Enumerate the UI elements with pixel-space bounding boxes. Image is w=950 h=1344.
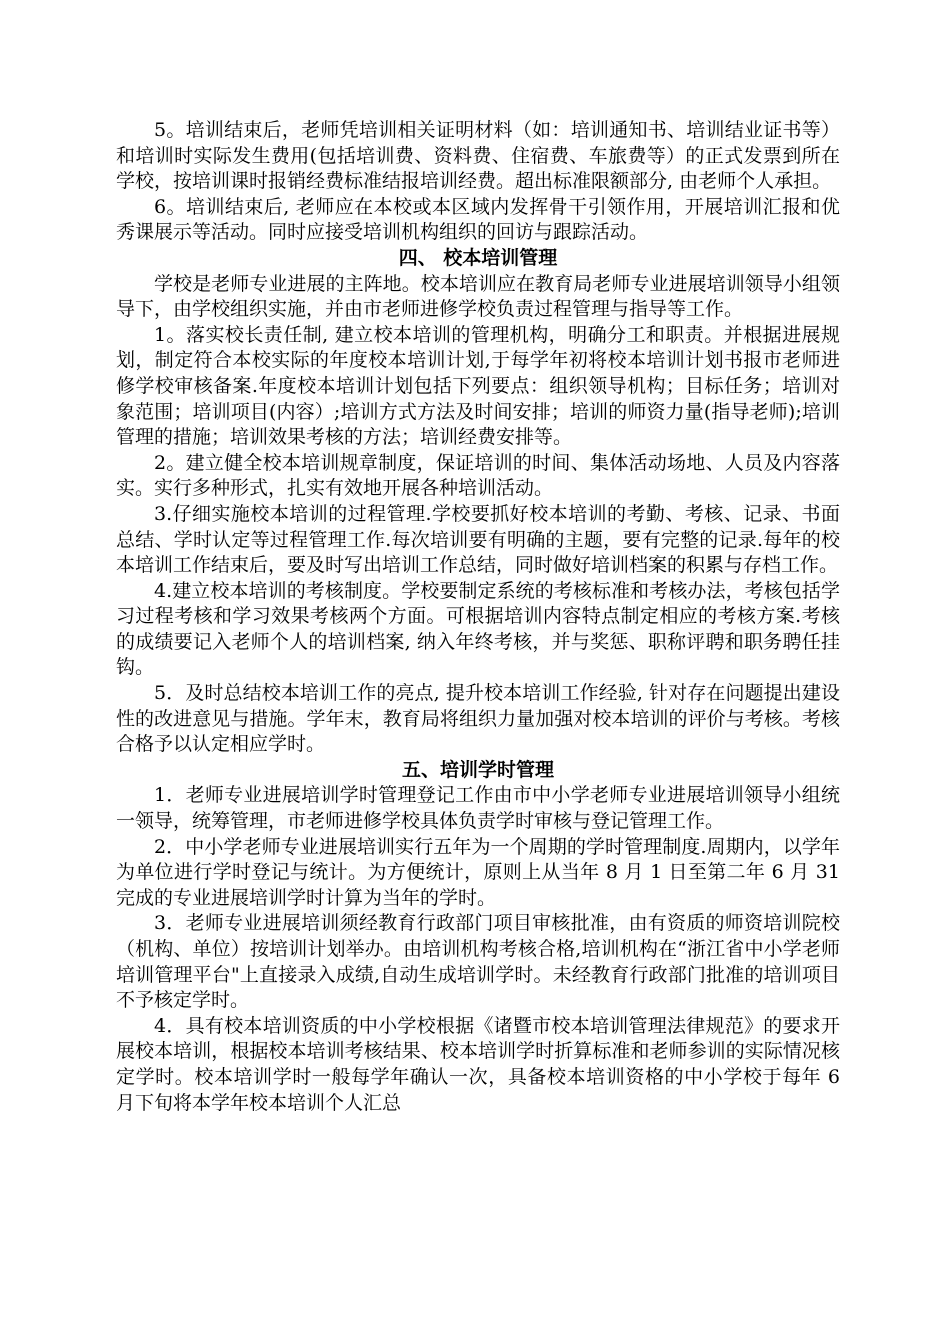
paragraph-school-training-3: 3.仔细实施校本培训的过程管理.学校要抓好校本培训的考勤、考核、记录、书面总结、学时认定等过程管理工作.每次培训要有明确的主题，要有完整的记录.每年的校本培训工作结束后，要及时写出培训工作总结，同时做好培训档案的积累与存档工作。 bbox=[116, 502, 840, 577]
paragraph-school-training-5: 5．及时总结校本培训工作的亮点, 提升校本培训工作经验, 针对存在问题提出建设性的改进意见与措施。学年末，教育局将组织力量加强对校本培训的评价与考核。考核合格予以认定相应学时。 bbox=[116, 682, 840, 756]
paragraph-school-training-4: 4.建立校本培训的考核制度。学校要制定系统的考核标准和考核办法，考核包括学习过程考核和学习效果考核两个方面。可根据培训内容特点制定相应的考核方案.考核的成绩要记入老师个人的培训档案, 纳入年终考核，并与奖惩、职称评聘和职务聘任挂钩。 bbox=[116, 579, 840, 679]
paragraph-training-followup: 6。培训结束后, 老师应在本校或本区域内发挥骨干引领作用，开展培训汇报和优秀课展示等活动。同时应接受培训机构组织的回访与跟踪活动。 bbox=[116, 195, 840, 244]
paragraph-hours-1: 1．老师专业进展培训学时管理登记工作由市中小学老师专业进展培训领导小组统一领导，统筹管理，市老师进修学校具体负责学时审核与登记管理工作。 bbox=[116, 784, 840, 833]
paragraph-hours-2: 2．中小学老师专业进展培训实行五年为一个周期的学时管理制度.周期内，以学年为单位进行学时登记与统计。为方便统计，原则上从当年 8 月 1 日至第二年 6 月 31 完成的专业进展培训学时计算为当年的学时。 bbox=[116, 835, 840, 909]
paragraph-hours-4: 4．具有校本培训资质的中小学校根据《诸暨市校本培训管理法律规范》的要求开展校本培训，根据校本培训考核结果、校本培训学时折算标准和老师参训的实际情况核定学时。校本培训学时一般每学年确认一次，具备校本培训资格的中小学校于每年 6 月下旬将本学年校本培训个人汇总 bbox=[116, 1014, 840, 1114]
section-heading-school-training: 四、 校本培训管理 bbox=[398, 246, 558, 269]
paragraph-training-receipt: 5。培训结束后，老师凭培训相关证明材料（如：培训通知书、培训结业证书等）和培训时实际发生费用(包括培训费、资料费、住宿费、车旅费等）的正式发票到所在学校，按培训课时报销经费标准结报培训经费。超出标准限额部分, 由老师个人承担。 bbox=[116, 119, 840, 193]
paragraph-school-training-intro: 学校是老师专业进展的主阵地。校本培训应在教育局老师专业进展培训领导小组领导下，由学校组织实施，并由市老师进修学校负责过程管理与指导等工作。 bbox=[116, 272, 840, 321]
section-heading-training-hours: 五、培训学时管理 bbox=[401, 758, 554, 781]
paragraph-school-training-2: 2。建立健全校本培训规章制度，保证培训的时间、集体活动场地、人员及内容落实。实行多种形式，扎实有效地开展各种培训活动。 bbox=[116, 451, 840, 500]
paragraph-hours-3: 3．老师专业进展培训须经教育行政部门项目审核批准，由有资质的师资培训院校（机构、单位）按培训计划举办。由培训机构考核合格,培训机构在“浙江省中小学老师培训管理平台"上直接录入成绩,自动生成培训学时。未经教育行政部门批准的培训项目不予核定学时。 bbox=[116, 912, 840, 1012]
paragraph-school-training-1: 1。落实校长责任制, 建立校本培训的管理机构，明确分工和职责。并根据进展规划，制定符合本校实际的年度校本培训计划,于每学年初将校本培训计划书报市老师进修学校审核备案.年度校本培训计划包括下列要点：组织领导机构；目标任务；培训对象范围；培训项目(内容）;培训方式方法及时间安排；培训的师资力量(指导老师);培训管理的措施；培训效果考核的方法；培训经费安排等。 bbox=[116, 323, 840, 449]
document-page bbox=[116, 118, 840, 1116]
